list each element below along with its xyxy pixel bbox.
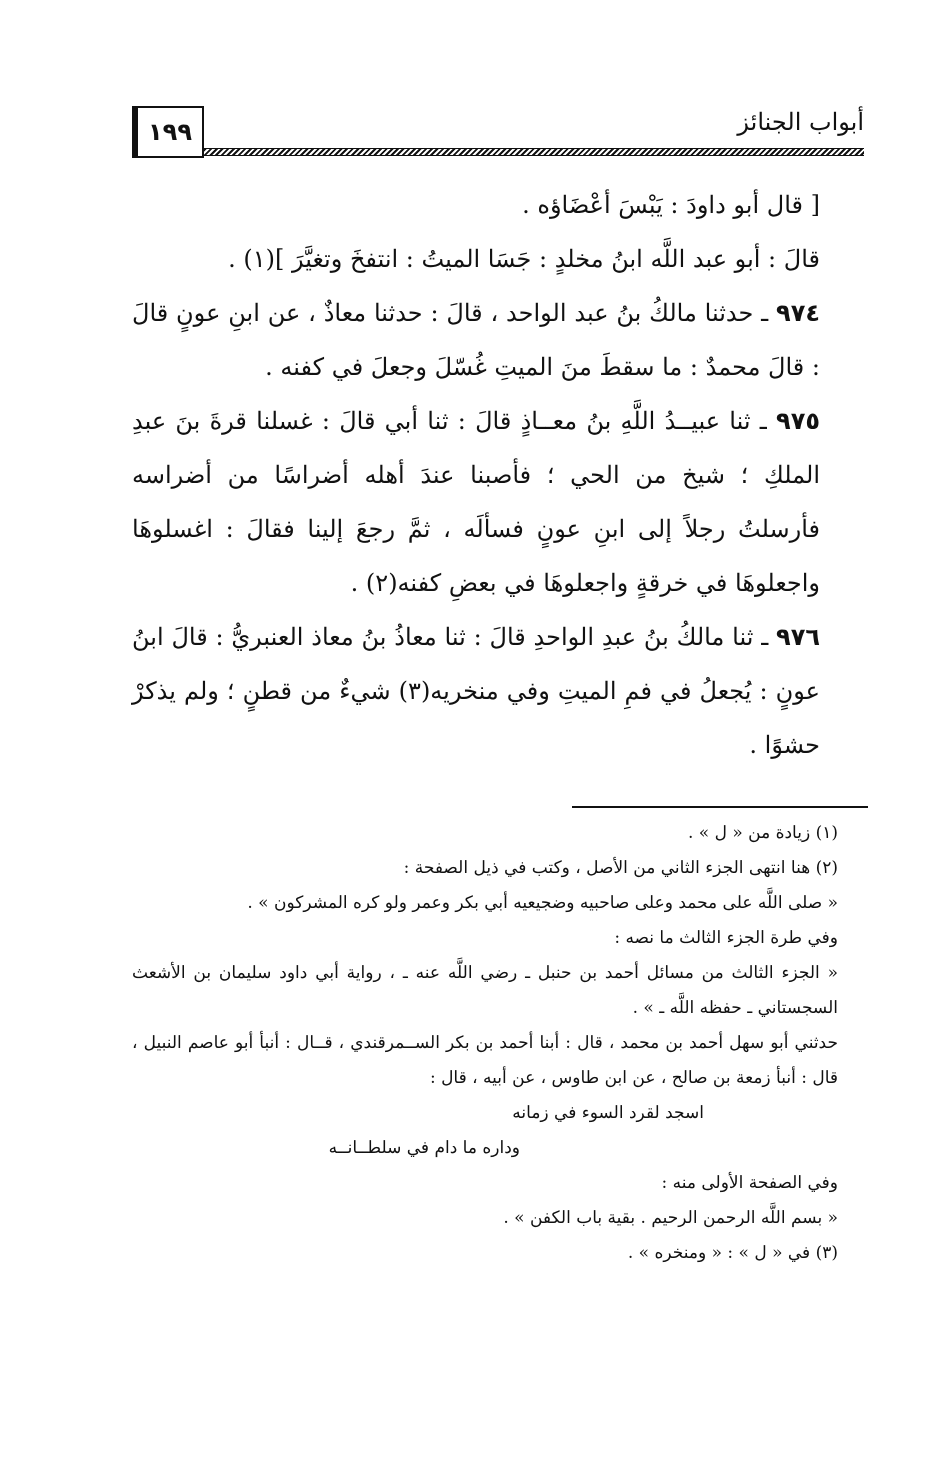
footnote-2-part-b: وفي طرة الجزء الثالث ما نصه :	[614, 928, 838, 948]
hadith-976	[132, 610, 868, 772]
footnote-2-part-e: وفي الصفحة الأولى منه :	[661, 1173, 838, 1193]
footnote-2-quote: « صلى اللَّه على محمد وعلى صاحبيه وضجيعيه أبي بكر وعمر ولو كره المشركون » .	[247, 893, 838, 913]
footnote-1: (١) زيادة من « ل » .	[687, 823, 838, 843]
footnote-2-part-c: « الجزء الثالث من مسائل أحمد بن حنبل ـ رضي اللَّه عنه ـ ، رواية أبي داود سليمان بن الأشعث السجستاني ـ حفظه اللَّه ـ » .	[132, 963, 838, 1018]
hadith-number: ٩٧٤	[776, 299, 820, 327]
page-number: ١٩٩	[132, 106, 204, 158]
hadith-975	[132, 394, 868, 610]
footnote-2-poem-line-2: وداره ما دام في سلطــانــه	[328, 1138, 520, 1158]
footnote-separator	[572, 806, 868, 808]
paragraph-abu-dawud-note: [ قال أبو داودَ : يَبْسَ أعْضَاؤه .	[522, 191, 820, 219]
hadith-number: ٩٧٥	[776, 407, 820, 435]
paragraph-ibn-makhlad-note: قالَ : أبو عبد اللَّه ابنُ مخلدٍ : جَسَا الميتُ : انتفخَ وتغيَّرَ ](١) .	[228, 245, 820, 273]
footnote-2-part-d: حدثني أبو سهل أحمد بن محمد ، قال : أبنا أحمد بن بكر الســمرقندي ، قــال : أنبأ أبو عاصم النبيل ، قال : أنبأ زمعة بن صالح ، عن ابن طاوس ، عن أبيه ، قال :	[132, 1033, 838, 1088]
running-header-title: أبواب الجنائز	[737, 108, 864, 136]
footnote-2-poem-line-1: اسجد لقرد السوء في زمانه	[512, 1103, 704, 1123]
main-text	[132, 178, 868, 772]
hadith-text: ـ حدثنا مالكُ بنُ عبد الواحد ، قالَ : حدثنا معاذٌ ، عن ابنِ عونٍ قالَ : قالَ محمدٌ : ما سقطَ منَ الميتِ غُسّلَ وجعلَ في كفنه .	[132, 299, 820, 381]
hadith-number: ٩٧٦	[776, 623, 820, 651]
hadith-974	[132, 286, 868, 394]
footnote-3: (٣) في « ل » : « ومنخره » .	[627, 1243, 838, 1263]
footnote-2: (٢) هنا انتهى الجزء الثاني من الأصل ، وكتب في ذيل الصفحة :	[403, 858, 838, 878]
footnotes	[132, 816, 868, 1271]
hadith-text: ـ ثنا مالكُ بنُ عبدِ الواحدِ قالَ : ثنا معاذُ بنُ معاذ العنبريُّ : قالَ ابنُ عونٍ : يُجعلُ في فمِ الميتِ وفي منخريه(٣) شيءٌ من قطنٍ ؛ ولم يذكرْ حشوًا .	[132, 623, 821, 759]
footnote-2-part-f: « بسم اللَّه الرحمن الرحيم . بقية باب الكفن » .	[503, 1208, 838, 1228]
hadith-text: ـ ثنا عبيــدُ اللَّهِ بنُ معــاذٍ قالَ : ثنا أبي قالَ : غسلنا قرةَ بنَ عبدِ الملكِ ؛ شيخ من الحي ؛ فأصبنا عندَ أهله أضراسًا من أضراسه فأرسلتُ رجلاً إلى ابنِ عونٍ فسألَه ، ثمَّ رجعَ إلينا فقالَ : اغسلوهَا واجعلوهَا في خرقةٍ واجعلوهَا في بعضِ كفنه(٢) .	[132, 407, 820, 597]
header-ornamental-rule	[204, 148, 864, 156]
